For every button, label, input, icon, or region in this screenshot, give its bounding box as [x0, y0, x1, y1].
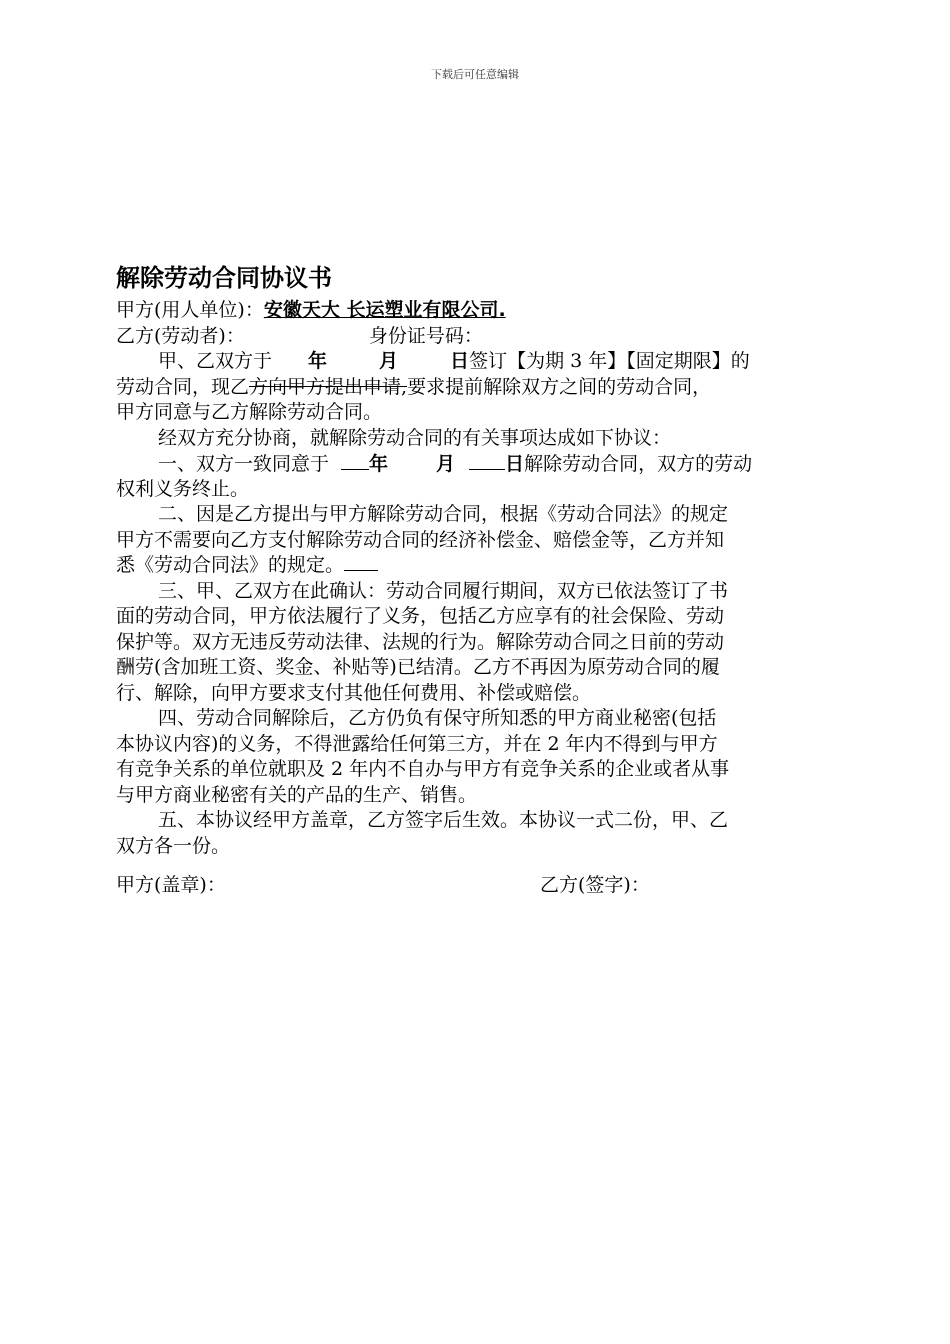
- paragraph-6-line-2: 本协议内容)的义务，不得泄露给任何第三方，并在 2 年内不得到与甲方: [116, 732, 718, 755]
- paragraph-3-line-1: [116, 451, 836, 477]
- p4-trailing-rule: [344, 558, 378, 571]
- header-note: 下载后可任意编辑: [431, 68, 519, 81]
- paragraph-5-line-1: 三、甲、乙双方在此确认：劳动合同履行期间，双方已依法签订了书: [158, 579, 729, 602]
- p1-line2-b: 要求提前解除双方之间的劳动合同，: [407, 375, 712, 398]
- paragraph-2: 经双方充分协商，就解除劳动合同的有关事项达成如下协议：: [158, 426, 672, 449]
- p1-year: 年: [308, 350, 328, 372]
- p1-struck-text: 方向甲方提出申请,: [249, 375, 408, 398]
- paragraph-1-line-3: 甲方同意与乙方解除劳动合同。: [116, 401, 383, 423]
- party-b-signature-label: 乙方(签字)：: [540, 874, 650, 896]
- paragraph-5-line-2: 面的劳动合同，甲方依法履行了义务，包括乙方应享有的社会保险、劳动: [116, 605, 725, 627]
- document-body: [116, 298, 836, 859]
- party-a-name: 安徽天大 长运塑业有限公司.: [263, 299, 506, 321]
- p1-month: 月: [379, 350, 399, 372]
- paragraph-4-line-1: 二、因是乙方提出与甲方解除劳动合同，根据《劳动合同法》的规定: [158, 503, 729, 525]
- p1-suffix: 签订【为期 3 年】【固定期限】的: [469, 350, 750, 372]
- paragraph-6-line-1: 四、劳动合同解除后，乙方仍负有保守所知悉的甲方商业秘密(包括: [158, 707, 717, 729]
- p1-line2-a: 劳动合同，现乙: [116, 375, 250, 398]
- p1-prefix: 甲、乙双方于: [158, 350, 273, 372]
- paragraph-5-line-5: 行、解除，向甲方要求支付其他任何费用、补偿或赔偿。: [116, 681, 592, 704]
- paragraph-7-line-2: 双方各一份。: [116, 834, 231, 857]
- party-a-seal-label: 甲方(盖章)：: [116, 874, 226, 896]
- paragraph-1-line-2: [116, 375, 836, 401]
- party-b-label: 乙方(劳动者)：: [116, 324, 245, 347]
- p3-prefix: 一、双方一致同意于: [158, 453, 330, 475]
- party-a-line: [116, 298, 836, 324]
- p3-blank-year: [341, 451, 369, 470]
- document-title: 解除劳动合同协议书: [116, 264, 332, 292]
- p4-line3-text: 悉《劳动合同法》的规定。: [116, 554, 345, 576]
- paragraph-5-line-3: 保护等。双方无违反劳动法律、法规的行为。解除劳动合同之日前的劳动: [116, 630, 725, 653]
- p3-year: 年: [369, 453, 389, 475]
- paragraph-5-line-4: 酬劳(含加班工资、奖金、补贴等)已结清。乙方不再因为原劳动合同的履: [116, 656, 720, 678]
- id-number-label: 身份证号码：: [368, 324, 483, 347]
- paragraph-4-line-3: [116, 553, 836, 579]
- paragraph-6-line-3: 有竞争关系的单位就职及 2 年内不自办与甲方有竞争关系的企业或者从事: [116, 758, 730, 780]
- paragraph-6-line-4: 与甲方商业秘密有关的产品的生产、销售。: [116, 783, 478, 806]
- p3-day: 日: [505, 453, 525, 475]
- p3-month: 月: [436, 453, 456, 475]
- paragraph-4-line-2: 甲方不需要向乙方支付解除劳动合同的经济补偿金、赔偿金等，乙方并知: [116, 528, 725, 551]
- paragraph-1-line-1: [116, 349, 836, 375]
- p3-blank-day: [469, 451, 505, 470]
- paragraph-3-line-2: 权利义务终止。: [116, 477, 250, 500]
- p3-suffix: 解除劳动合同，双方的劳动: [524, 453, 753, 475]
- paragraph-7-line-1: 五、本协议经甲方盖章，乙方签字后生效。本协议一式二份，甲、乙: [158, 809, 729, 831]
- party-b-line: [116, 324, 836, 350]
- party-a-label: 甲方(用人单位)：: [116, 299, 264, 321]
- p1-day: 日: [450, 350, 470, 372]
